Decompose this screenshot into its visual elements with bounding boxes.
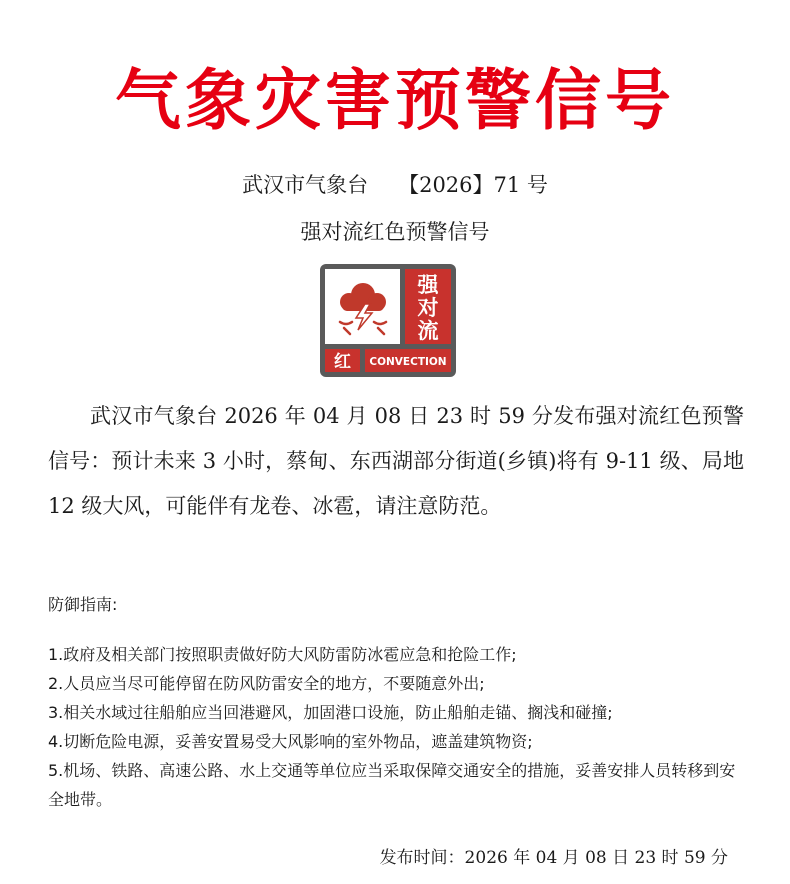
document-number: 【2026】71 号 [398, 173, 548, 197]
guideline-item: 2.人员应当尽可能停留在防风防雷安全的地方，不要随意外出; [48, 674, 485, 693]
warning-paragraph: 武汉市气象台 2026 年 04 月 08 日 23 时 59 分发布强对流红色预警信号：预计未来 3 小时，蔡甸、东西湖部分街道(乡镇)将有 9-11 级、局地 12 级大风，可能伴有龙卷、冰雹，请注意防范。 [48, 404, 744, 518]
signal-name: 强对流红色预警信号 [300, 220, 490, 244]
badge-char-1: 强 [417, 273, 439, 297]
guideline-item: 3.相关水域过往船舶应当回港避风，加固港口设施，防止船舶走锚、搁浅和碰撞; [48, 703, 613, 722]
guidelines-list [48, 640, 748, 814]
issuer-name: 武汉市气象台 [242, 173, 369, 197]
document-title: 气象灾害预警信号 [115, 61, 675, 139]
badge-caption: CONVECTION [369, 356, 447, 368]
warning-badge [320, 264, 456, 377]
release-time: 发布时间：2026 年 04 月 08 日 23 时 59 分 [379, 848, 728, 868]
guidelines-heading: 防御指南: [48, 595, 118, 614]
badge-char-2: 对 [417, 296, 439, 320]
guideline-item: 4.切断危险电源，妥善安置易受大风影响的室外物品，遮盖建筑物资; [48, 732, 533, 751]
issuer-line [0, 170, 790, 200]
guideline-item: 5.机场、铁路、高速公路、水上交通等单位应当采取保障交通安全的措施，妥善安排人员转移到安全地带。 [48, 761, 736, 809]
badge-char-3: 流 [417, 319, 439, 343]
badge-level-char: 红 [334, 352, 351, 372]
guideline-item: 1.政府及相关部门按照职责做好防大风防雷防冰雹应急和抢险工作; [48, 645, 517, 664]
